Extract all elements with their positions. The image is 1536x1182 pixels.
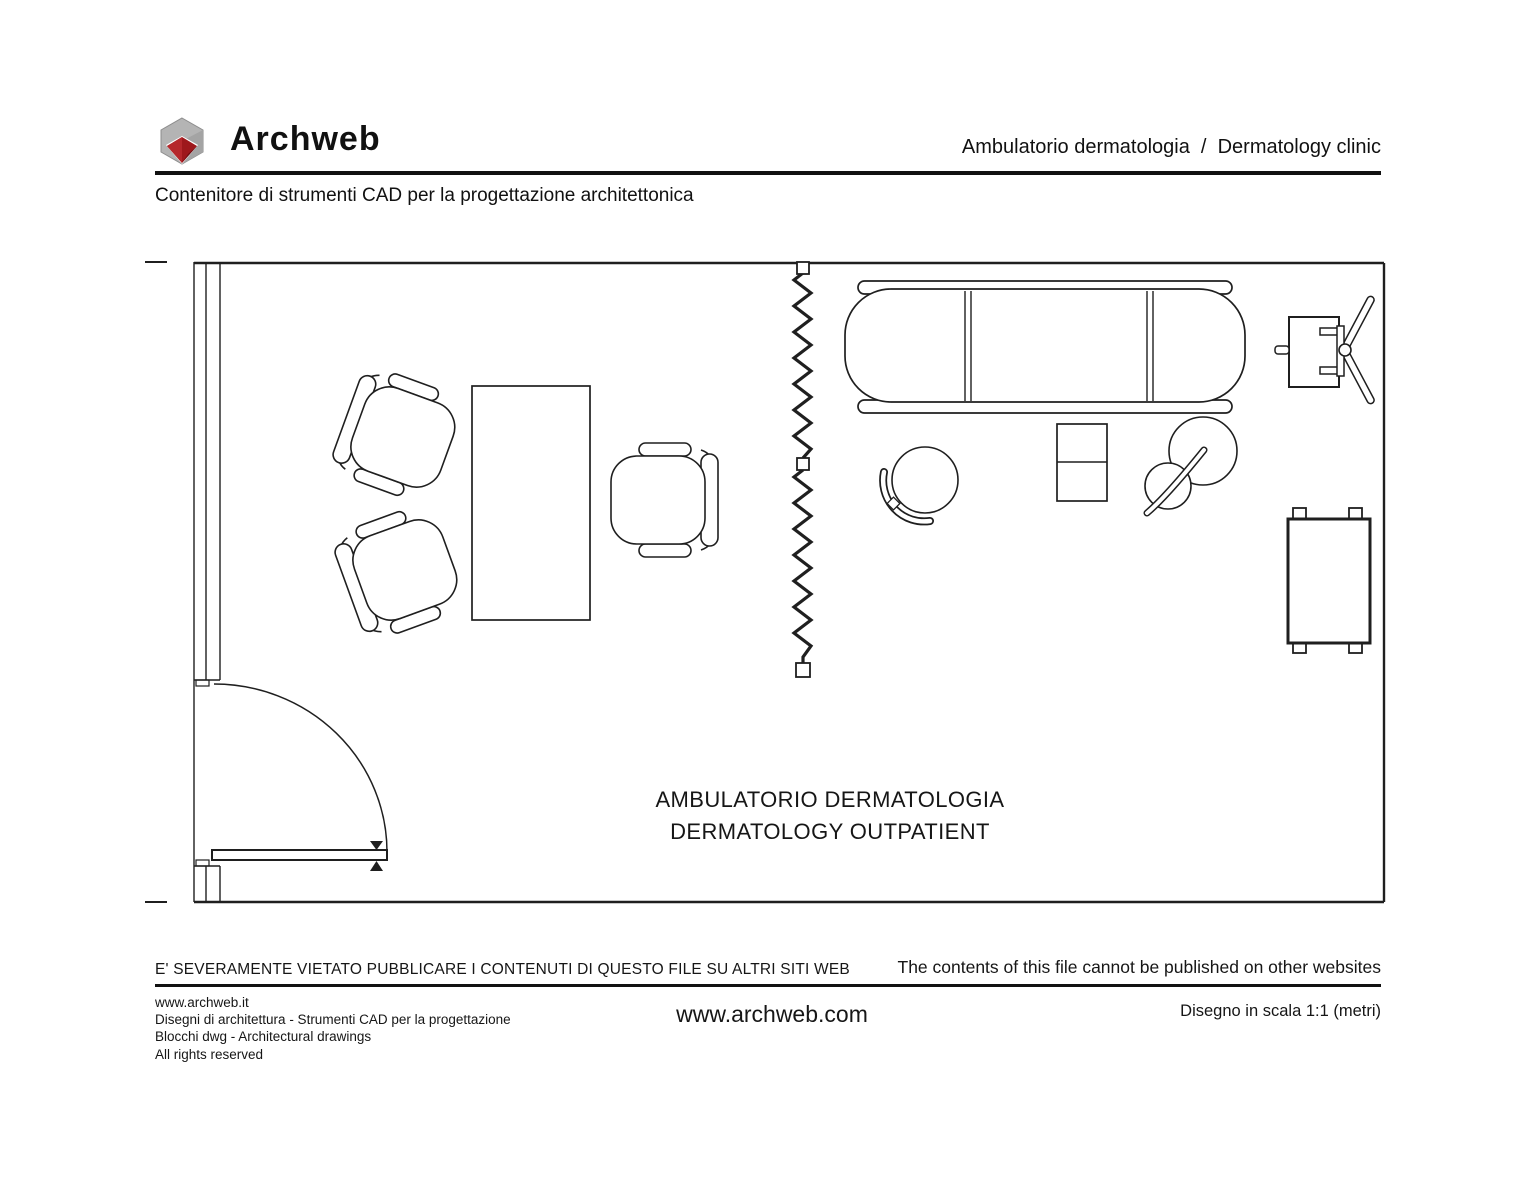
desk [472,386,590,620]
notice-it: E' SEVERAMENTE VIETATO PUBBLICARE I CONTENUTI DI QUESTO FILE SU ALTRI SITI WEB [155,961,850,978]
wall-device [1275,295,1375,405]
footer-line-1: www.archweb.it [155,995,249,1010]
footer-site-url: www.archweb.com [676,1001,868,1027]
cabinet [1057,424,1107,501]
trolley [1288,508,1370,653]
visitor-chair-1 [327,363,467,507]
room-label-it: AMBULATORIO DERMATOLOGIA [655,787,1005,812]
dimension-ticks [145,262,167,902]
footer-line-4: All rights reserved [155,1046,264,1062]
doctor-chair [611,443,718,557]
footer-divider [155,984,1381,987]
notice-en: The contents of this file cannot be published on other websites [897,957,1381,977]
page-subtitle: Contenitore di strumenti CAD per la progettazione architettonica [155,185,694,206]
footer-line-2: Disegni di architettura - Strumenti CAD per la progettazione [155,1012,511,1028]
room-label [655,784,1004,848]
stool [883,447,958,521]
room-label-en: DERMATOLOGY OUTPATIENT [670,819,990,844]
footer-line-3: Blocchi dwg - Architectural drawings [155,1029,372,1045]
visitor-chair-2 [329,500,469,644]
footer-scale-note: Disegno in scala 1:1 (metri) [1180,1002,1381,1020]
footer-info [155,994,511,1063]
exam-lamp [1145,417,1237,513]
brand-name: Archweb [230,120,381,158]
curtain-divider [794,262,811,677]
examination-table [845,281,1245,413]
door [212,684,387,871]
page-title: Ambulatorio dermatologia / Dermatology clinic [961,136,1381,158]
